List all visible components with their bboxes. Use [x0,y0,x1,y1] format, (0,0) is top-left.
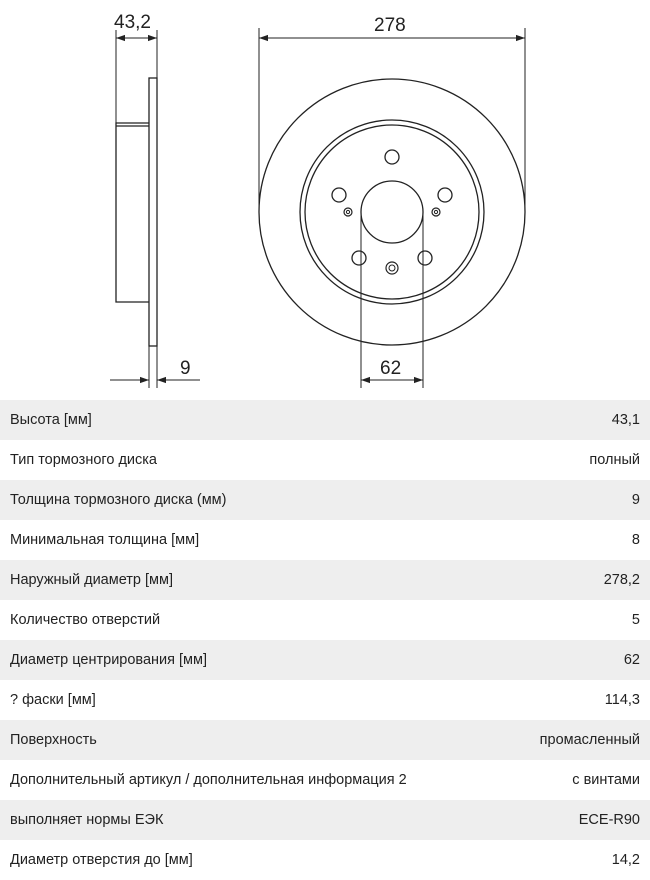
spec-label: выполняет нормы ЕЭК [10,812,164,828]
screw-hole [432,208,440,216]
spec-label: Дополнительный артикул / дополнительная информация 2 [10,772,407,788]
spec-label: Тип тормозного диска [10,452,157,468]
spec-row [0,600,650,640]
hub-hat-profile [116,123,149,302]
spec-row [0,800,650,840]
friction-plate-profile [149,78,157,346]
spec-value: 14,2 [611,852,640,868]
outer-diameter-label: 278 [374,15,406,36]
spec-value: ECE-R90 [578,812,640,828]
spec-value: 9 [631,492,640,508]
spec-label: Количество отверстий [10,612,161,628]
spec-label: Диаметр отверстия до [мм] [10,852,193,868]
hat-outer-edge [305,125,479,299]
spec-label: ? фаски [мм] [10,692,96,708]
spec-value: 114,3 [604,692,640,708]
spec-label: Наружный диаметр [мм] [10,572,174,588]
spec-row [0,640,650,680]
spec-value: 5 [631,612,640,628]
spec-label: Поверхность [10,732,97,748]
spec-row [0,680,650,720]
spec-row [0,840,650,880]
center-bore [361,181,423,243]
spec-value: с винтами [572,772,640,788]
spec-row [0,520,650,560]
outer-disc-edge [259,79,525,345]
spec-value: 62 [623,652,640,668]
thickness-dimension-label: 9 [180,358,191,379]
spec-label: Высота [мм] [10,412,92,428]
spec-value: 278,2 [603,572,640,588]
center-bore-label: 62 [380,358,402,379]
spec-label: Минимальная толщина [мм] [10,532,200,548]
screw-hole [344,208,352,216]
screw-hole-center [346,210,349,213]
side-profile-view [110,30,200,388]
stud-hole [438,188,452,202]
spec-row [0,440,650,480]
stud-hole [385,150,399,164]
stud-hole [352,251,366,265]
spec-label: Толщина тормозного диска (мм) [10,492,227,508]
brake-disc-drawing [0,0,650,400]
spec-value: полный [589,452,640,468]
specifications-table [0,400,650,880]
spec-value: 8 [631,532,640,548]
spec-value: 43,1 [611,412,640,428]
spec-row [0,720,650,760]
technical-drawing [0,0,650,400]
spec-label: Диаметр центрирования [мм] [10,652,208,668]
screw-hole-center [434,210,437,213]
spec-row [0,560,650,600]
spec-value: промасленный [539,732,640,748]
front-view [259,28,525,388]
stud-hole [332,188,346,202]
height-dimension-label: 43,2 [114,12,151,33]
spec-row [0,400,650,440]
stud-hole [418,251,432,265]
screw-hole-center [389,265,395,271]
spec-row [0,480,650,520]
screw-hole [386,262,398,274]
friction-ring-inner-edge [300,120,484,304]
spec-row [0,760,650,800]
